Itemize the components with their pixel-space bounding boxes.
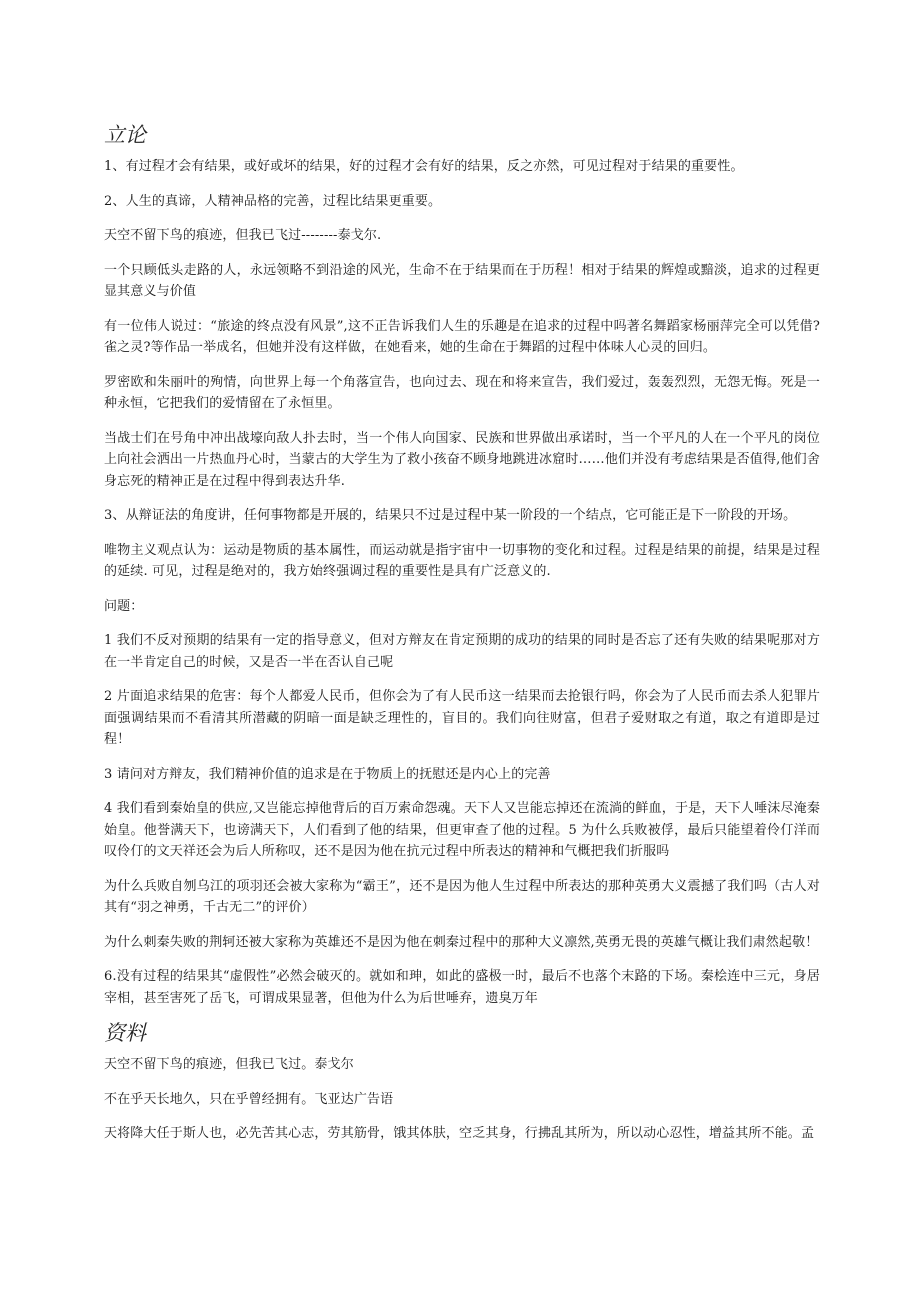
paragraph: 罗密欧和朱丽叶的殉情，向世界上每一个角落宣告，也向过去、现在和将来宣告，我们爱过，轰轰烈烈，无怨无悔。死是一种永恒，它把我们的爱情留在了永恒里。 xyxy=(104,374,820,411)
paragraph: 3 请问对方辩友，我们精神价值的追求是在于物质上的抚慰还是内心上的完善 xyxy=(104,766,551,782)
paragraph: 一个只顾低头走路的人，永远领略不到沿途的风光，生命不在于结果而在于历程！相对于结果的辉煌或黯淡，追求的过程更显其意义与价值 xyxy=(104,262,820,299)
paragraph: 2、人生的真谛，人精神品格的完善，过程比结果更重要。 xyxy=(104,193,442,209)
section-title-lilun: 立论 xyxy=(104,123,146,147)
paragraph: 天空不留下鸟的痕迹，但我已飞过--------泰戈尔. xyxy=(104,228,382,243)
document-page xyxy=(104,120,820,1158)
paragraph: 为什么刺秦失败的荆轲还被大家称为英雄还不是因为他在刺秦过程中的那种大义凛然,英勇无畏的英雄气概让我们肃然起敬！ xyxy=(104,934,819,950)
section-title-ziliao: 资料 xyxy=(104,1021,146,1045)
paragraph: 唯物主义观点认为：运动是物质的基本属性，而运动就是指宇宙中一切事物的变化和过程。过程是结果的前提，结果是过程的延续. 可见，过程是绝对的，我方始终强调过程的重要性是具有广泛意义的. xyxy=(104,542,820,579)
paragraph-questions-heading: 问题： xyxy=(104,598,144,614)
paragraph: 2 片面追求结果的危害：每个人都爱人民币，但你会为了有人民币这一结果而去抢银行吗，你会为了人民币而去杀人犯罪片面强调结果而不看清其所潜藏的阴暗一面是缺乏理性的，盲目的。我们向往财富，但君子爱财取之有道，取之有道即是过程！ xyxy=(104,689,820,747)
paragraph: 3、从辩证法的角度讲，任何事物都是开展的，结果只不过是过程中某一阶段的一个结点，它可能正是下一阶段的开场。 xyxy=(104,508,797,523)
paragraph: 为什么兵败自刎乌江的项羽还会被大家称为“霸王”，还不是因为他人生过程中所表达的那种英勇大义震撼了我们吗（古人对其有“羽之神勇，千古无二”的评价） xyxy=(104,878,820,915)
paragraph: 6.没有过程的结果其“虚假性”必然会破灭的。就如和珅，如此的盛极一时，最后不也落个末路的下场。秦桧连中三元，身居宰相，甚至害死了岳飞，可谓成果显著，但他为什么为后世唾弃，遗臭万年 xyxy=(104,969,820,1006)
paragraph: 4 我们看到秦始皇的供应,又岂能忘掉他背后的百万索命怨魂。天下人又岂能忘掉还在流淌的鲜血，于是，天下人唾沫尽淹秦始皇。他誉满天下，也谤满天下，人们看到了他的结果，但更审查了他的过程。5 为什么兵败被俘，最后只能望着伶仃洋而叹伶仃的文天祥还会为后人所称叹，还不是因为他在抗元过程中所表达的精神和气概把我们折服吗 xyxy=(104,801,820,859)
paragraph: 1 我们不反对预期的结果有一定的指导意义，但对方辩友在肯定预期的成功的结果的同时是否忘了还有失败的结果呢那对方在一半肯定自己的时候，又是否一半在否认自己呢 xyxy=(104,633,820,670)
paragraph: 1、有过程才会有结果，或好或坏的结果，好的过程才会有好的结果，反之亦然，可见过程对于结果的重要性。 xyxy=(104,159,744,174)
paragraph: 不在乎天长地久，只在乎曾经拥有。飞亚达广告语 xyxy=(104,1091,394,1107)
paragraph: 天空不留下鸟的痕迹，但我已飞过。泰戈尔 xyxy=(104,1057,354,1072)
paragraph: 当战士们在号角中冲出战壕向敌人扑去时，当一个伟人向国家、民族和世界做出承诺时，当一个平凡的人在一个平凡的岗位上向社会洒出一片热血丹心时，当蒙古的大学生为了救小孩奋不顾身地跳进冰窟时……他们并没有考虑结果是否值得,他们舍身忘死的精神正是在过程中得到表达升华. xyxy=(104,430,820,489)
paragraph: 有一位伟人说过：“旅途的终点没有风景”,这不正告诉我们人生的乐趣是在追求的过程中吗著名舞蹈家杨丽萍完全可以凭借?雀之灵?等作品一举成名，但她并没有这样做，在她看来，她的生命在于舞蹈的过程中体味人心灵的回归。 xyxy=(104,318,820,355)
paragraph: 天将降大任于斯人也，必先苦其心志，劳其筋骨，饿其体肤，空乏其身，行拂乱其所为，所以动心忍性，增益其所不能。孟 xyxy=(104,1126,815,1141)
